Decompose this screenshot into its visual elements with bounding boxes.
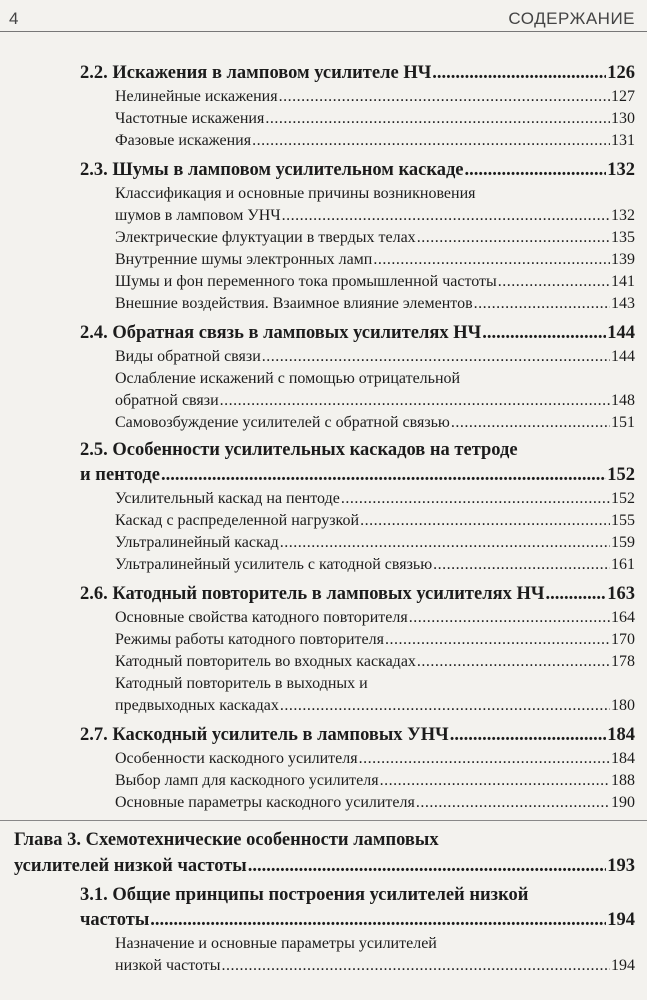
item-page: 132 [611,207,635,224]
item-page: 148 [611,392,635,409]
toc-section-3-1 [0,884,647,933]
item-title: обратной связи [115,392,219,409]
toc-section-2-3 [0,157,647,183]
item-title: предвыходных каскадах [115,697,279,714]
header-title: СОДЕРЖАНИЕ [508,9,635,28]
leader-dots [161,462,606,488]
section-page: 194 [607,910,635,930]
toc-item [0,249,647,271]
toc-item [0,346,647,368]
leader-dots [498,271,610,293]
item-page: 194 [611,957,635,974]
leader-dots [262,346,610,368]
toc-item [0,673,647,717]
item-title-line1: Ослабление искажений с помощью отрицательной [115,370,461,387]
leader-dots [252,130,610,152]
item-title: низкой частоты [115,957,221,974]
leader-dots [222,955,610,977]
section-title: частоты [80,910,150,930]
section-title: 2.7. Каскодный усилитель в ламповых УНЧ [80,725,449,745]
item-page: 143 [611,295,635,312]
leader-dots [220,390,610,412]
toc-chapter-3 [0,827,647,879]
item-page: 161 [611,556,635,573]
item-title: Виды обратной связи [115,348,261,365]
page-header [0,0,647,30]
item-page: 159 [611,534,635,551]
toc-item [0,86,647,108]
item-title: Выбор ламп для каскодного усилителя [115,772,379,789]
toc-section-2-4 [0,320,647,346]
section-title: 2.2. Искажения в ламповом усилителе НЧ [80,63,432,83]
toc-item [0,651,647,673]
leader-dots [451,412,610,434]
toc-section-2-6 [0,581,647,607]
header-rule [0,31,647,32]
item-title: Самовозбуждение усилителей с обратной связью [115,414,450,431]
item-title: Шумы и фон переменного тока промышленной частоты [115,273,497,290]
leader-dots [150,907,606,933]
section-title: 2.3. Шумы в ламповом усилительном каскаде [80,160,464,180]
leader-dots [341,488,610,510]
leader-dots [417,227,610,249]
toc-item [0,770,647,792]
item-page: 141 [611,273,635,290]
leader-dots [385,629,610,651]
leader-dots [433,554,610,576]
section-page: 152 [607,465,635,485]
toc-item [0,629,647,651]
item-title: Частотные искажения [115,110,265,127]
item-page: 184 [611,750,635,767]
item-page: 151 [611,414,635,431]
item-page: 180 [611,697,635,714]
item-page: 135 [611,229,635,246]
section-title: 2.4. Обратная связь в ламповых усилителях НЧ [80,323,482,343]
toc-item [0,607,647,629]
table-of-contents [0,60,647,977]
toc-item [0,532,647,554]
item-title: Нелинейные искажения [115,88,278,105]
item-title: Основные параметры каскодного усилителя [115,794,415,811]
item-title: Режимы работы катодного повторителя [115,631,384,648]
toc-item [0,293,647,315]
leader-dots [265,108,610,130]
leader-dots [380,770,610,792]
toc-item [0,792,647,814]
leader-dots [282,205,610,227]
item-page: 190 [611,794,635,811]
item-title: Ультралинейный усилитель с катодной связью [115,556,433,573]
item-page: 144 [611,348,635,365]
chapter-title: усилителей низкой частоты [14,856,247,876]
item-title: Электрические флуктуации в твердых телах [115,229,416,246]
toc-item [0,227,647,249]
toc-item [0,183,647,227]
toc-item [0,510,647,532]
toc-item [0,412,647,434]
chapter-title-line1: Глава 3. Схемотехнические особенности ламповых [14,830,439,850]
page-number: 4 [9,9,19,28]
item-title: шумов в ламповом УНЧ [115,207,281,224]
item-title-line1: Катодный повторитель в выходных и [115,675,368,692]
toc-item [0,108,647,130]
item-title: Внешние воздействия. Взаимное влияние элементов [115,295,473,312]
item-title: Каскад с распределенной нагрузкой [115,512,360,529]
section-page: 126 [607,63,635,83]
toc-section-2-7 [0,722,647,748]
item-page: 127 [611,88,635,105]
item-title: Внутренние шумы электронных ламп [115,251,373,268]
leader-dots [416,792,610,814]
section-page: 144 [607,323,635,343]
section-page: 132 [607,160,635,180]
leader-dots [279,86,610,108]
item-page: 155 [611,512,635,529]
item-title: Основные свойства катодного повторителя [115,609,408,626]
leader-dots [280,695,610,717]
section-page: 163 [607,584,635,604]
item-title-line1: Классификация и основные причины возникновения [115,185,476,202]
toc-item [0,933,647,977]
item-title: Фазовые искажения [115,132,252,149]
item-page: 188 [611,772,635,789]
leader-dots [417,651,610,673]
item-title: Катодный повторитель во входных каскадах [115,653,416,670]
toc-section-2-2 [0,60,647,86]
toc-item [0,554,647,576]
section-title-line1: 2.5. Особенности усилительных каскадов на тетроде [80,440,518,460]
leader-dots [482,320,606,346]
toc-section-2-5 [0,439,647,488]
leader-dots [409,607,610,629]
toc-item [0,271,647,293]
leader-dots [474,293,610,315]
toc-item [0,368,647,412]
leader-dots [545,581,606,607]
leader-dots [280,532,610,554]
leader-dots [248,853,607,879]
item-page: 131 [611,132,635,149]
item-title-line1: Назначение и основные параметры усилителей [115,935,437,952]
item-page: 139 [611,251,635,268]
toc-item [0,748,647,770]
toc-item [0,488,647,510]
section-title: 2.6. Катодный повторитель в ламповых усилителях НЧ [80,584,545,604]
item-page: 178 [611,653,635,670]
leader-dots [450,722,607,748]
leader-dots [359,748,610,770]
section-page: 184 [607,725,635,745]
item-page: 164 [611,609,635,626]
leader-dots [432,60,606,86]
chapter-separator [0,820,647,821]
toc-item [0,130,647,152]
item-title: Особенности каскодного усилителя [115,750,358,767]
item-page: 152 [611,490,635,507]
section-title-line1: 3.1. Общие принципы построения усилителей низкой [80,885,529,905]
leader-dots [465,157,607,183]
section-title: и пентоде [80,465,160,485]
item-page: 130 [611,110,635,127]
leader-dots [373,249,610,271]
item-page: 170 [611,631,635,648]
leader-dots [360,510,610,532]
chapter-page: 193 [607,856,635,876]
item-title: Усилительный каскад на пентоде [115,490,340,507]
item-title: Ультралинейный каскад [115,534,279,551]
